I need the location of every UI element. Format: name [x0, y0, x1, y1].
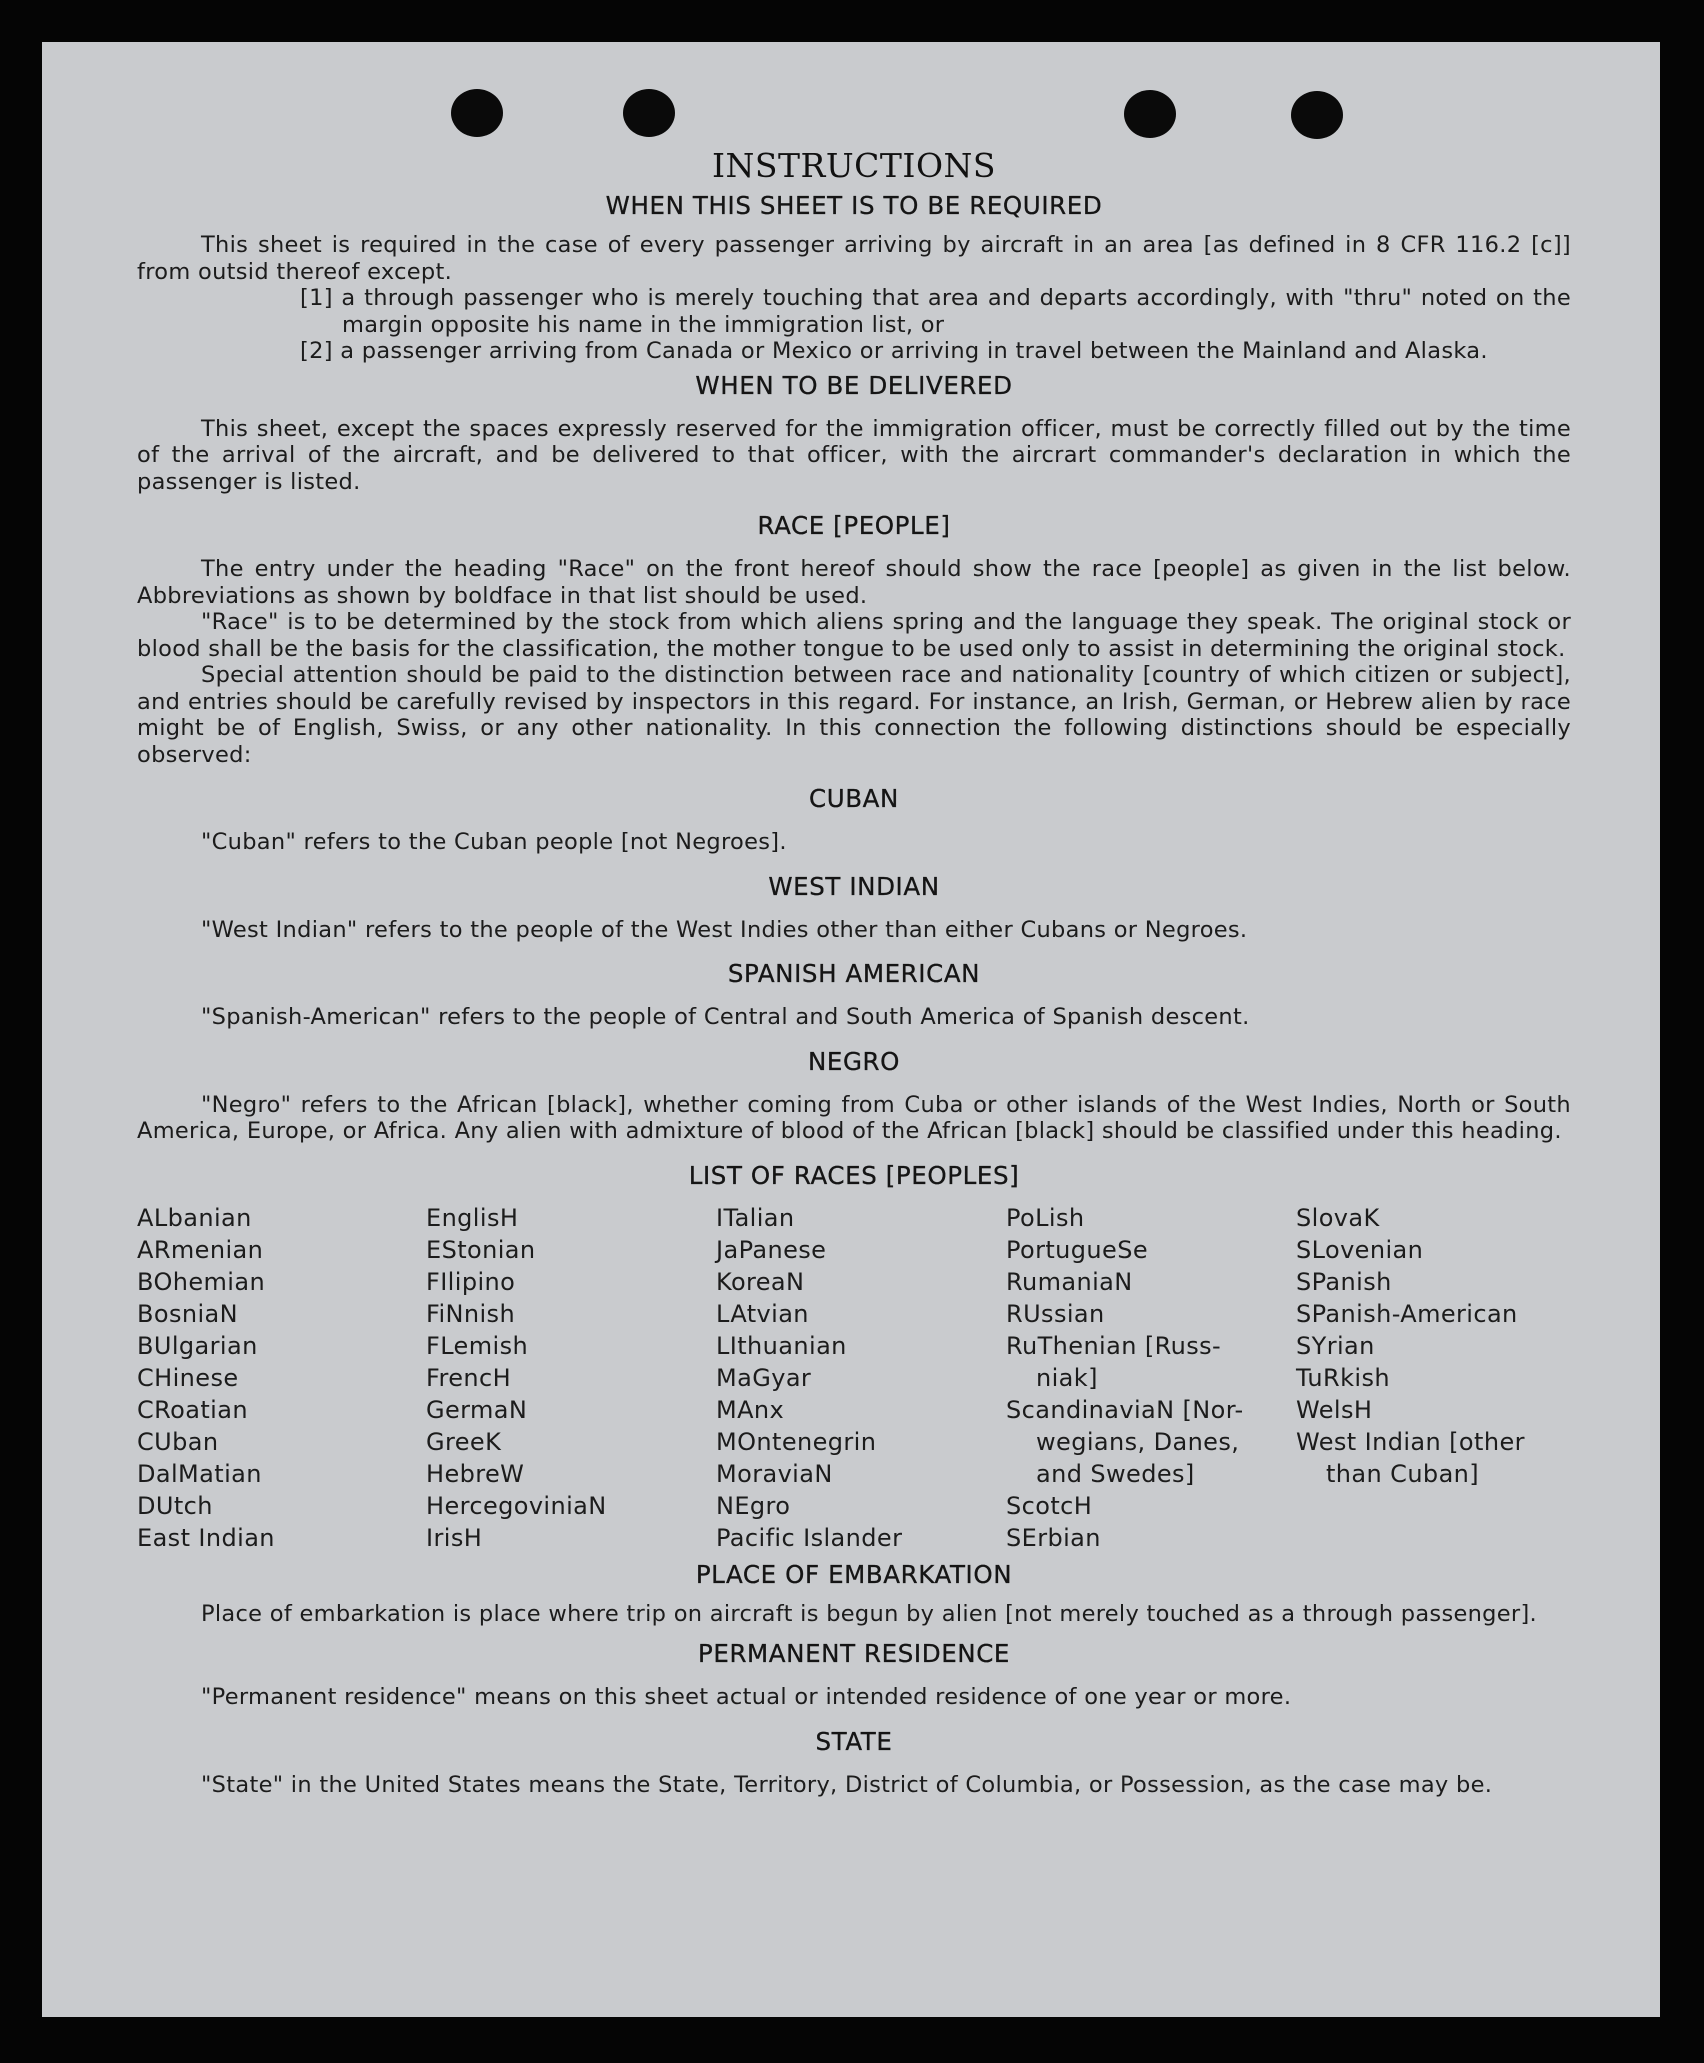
race-entry-continuation: than Cuban] [1326, 1459, 1480, 1488]
race-entry: ITalian [716, 1203, 795, 1232]
race-paragraph-2: "Race" is to be determined by the stock from which aliens spring and the language they speak. The original stock or blood shall be the basis for the classification, the mother tongue to be used only to assist in determining the original stock. [137, 609, 1571, 662]
races-column-3 [716, 1202, 1006, 1554]
races-list [137, 1202, 1571, 1554]
races-column-4 [1006, 1202, 1296, 1554]
race-entry: KoreaN [716, 1267, 805, 1296]
heading-negro: NEGRO [807, 1046, 901, 1076]
race-entry: IrisH [426, 1523, 483, 1552]
race-entry: RuThenian [Russ- [1006, 1331, 1222, 1360]
race-entry: Pacific Islander [716, 1523, 903, 1552]
spanish-american-text: "Spanish-American" refers to the people of Central and South America of Spanish descent. [201, 1004, 1250, 1030]
race-entry: SErbian [1006, 1523, 1101, 1552]
residence-text: "Permanent residence" means on this sheet actual or intended residence of one year or more. [201, 1684, 1292, 1710]
race-entry: DalMatian [137, 1459, 262, 1488]
race-entry: East Indian [137, 1523, 275, 1552]
heading-race: RACE [PEOPLE] [757, 511, 951, 540]
required-item-2: [2] a passenger arriving from Canada or Mexico or arriving in travel between the Mainland and Alaska. [300, 338, 1488, 364]
race-entry: EnglisH [426, 1203, 519, 1232]
race-entry: CHinese [137, 1363, 239, 1392]
race-entry-continuation: wegians, Danes, [1036, 1427, 1240, 1456]
race-entry: SYrian [1296, 1331, 1375, 1360]
races-column-5 [1296, 1202, 1586, 1554]
punch-hole [1124, 90, 1176, 138]
race-entry: EStonian [426, 1235, 536, 1264]
race-entry: TuRkish [1296, 1363, 1390, 1392]
document-sheet [42, 42, 1660, 2017]
west-indian-text: "West Indian" refers to the people of the West Indies other than either Cubans or Negroes. [201, 916, 1248, 943]
delivered-text: This sheet, except the spaces expressly reserved for the immigration officer, must be correctly filled out by the time of the arrival of the aircraft, and be delivered to that officer, with the aircrart commander's declaration in which the passenger is listed. [137, 415, 1571, 495]
race-entry: JaPanese [716, 1235, 827, 1264]
cuban-text: "Cuban" refers to the Cuban people [not Negroes]. [201, 829, 787, 855]
heading-when-required: WHEN THIS SHEET IS TO BE REQUIRED [605, 191, 1103, 220]
race-entry: CUban [137, 1427, 219, 1456]
punch-hole [451, 89, 503, 137]
race-entry-continuation: and Swedes] [1036, 1459, 1195, 1488]
race-entry: MaGyar [716, 1363, 812, 1392]
race-entry: WelsH [1296, 1395, 1373, 1424]
document-title: INSTRUCTIONS [711, 146, 997, 185]
heading-west-indian: WEST INDIAN [768, 871, 940, 901]
heading-permanent-residence: PERMANENT RESIDENCE [697, 1639, 1010, 1668]
race-entry: ALbanian [137, 1203, 252, 1232]
race-entry: ARmenian [137, 1235, 264, 1264]
race-entry: DUtch [137, 1491, 213, 1520]
race-entry: HercegoviniaN [426, 1491, 607, 1520]
race-entry: RumaniaN [1006, 1267, 1133, 1296]
race-entry: RUssian [1006, 1299, 1105, 1328]
race-entry-continuation: niak] [1036, 1363, 1098, 1392]
race-entry: West Indian [other [1296, 1427, 1525, 1456]
race-paragraph-1: The entry under the heading "Race" on the front hereof should show the race [people] as given in the list below. Abbreviations as shown by boldface in that list should be used. [137, 556, 1571, 609]
required-intro: This sheet is required in the case of every passenger arriving by aircraft in an area [as defined in 8 CFR 116.2 [c]] from outsid thereof except. [137, 232, 1571, 285]
race-entry: ScotcH [1006, 1491, 1093, 1520]
race-entry: BUlgarian [137, 1331, 258, 1360]
race-entry: MoraviaN [716, 1459, 833, 1488]
race-entry: MOntenegrin [716, 1427, 877, 1456]
embarkation-text: Place of embarkation is place where trip on aircraft is begun by alien [not merely touched as a through passenger]. [201, 1600, 1537, 1627]
race-entry: SPanish-American [1296, 1299, 1518, 1328]
race-entry: SlovaK [1296, 1203, 1380, 1232]
race-entry: PortugueSe [1006, 1235, 1148, 1264]
race-entry: NEgro [716, 1491, 791, 1520]
heading-state: STATE [815, 1726, 893, 1756]
required-item-1: [1] a through passenger who is merely touching that area and departs accordingly, with "thru" noted on the margin opposite his name in the immigration list, or [300, 285, 1571, 338]
negro-text: "Negro" refers to the African [black], whether coming from Cuba or other islands of the West Indies, North or South America, Europe, or Africa. Any alien with admixture of blood of the African [black] should be classified under this heading. [137, 1091, 1571, 1144]
race-entry: GreeK [426, 1427, 502, 1456]
race-paragraph-3: Special attention should be paid to the distinction between race and nationality [country of which citizen or subject], and entries should be carefully revised by inspectors in this regard. For instance, an Irish, German, or Hebrew alien by race might be of English, Swiss, or any other nationality. In this connection the following distinctions should be especially observed: [137, 662, 1571, 768]
race-entry: FrencH [426, 1363, 512, 1392]
punch-hole [1291, 91, 1343, 139]
race-entry: FiNnish [426, 1299, 516, 1328]
race-entry: MAnx [716, 1395, 785, 1424]
race-entry: FIlipino [426, 1267, 516, 1296]
race-entry: ScandinaviaN [Nor- [1006, 1395, 1244, 1424]
heading-cuban: CUBAN [809, 784, 899, 813]
races-column-2 [426, 1202, 716, 1554]
race-entry: CRoatian [137, 1395, 248, 1424]
races-column-1 [137, 1202, 426, 1554]
race-entry: HebreW [426, 1459, 525, 1488]
race-entry: PoLish [1006, 1203, 1085, 1232]
race-entry: LIthuanian [716, 1331, 847, 1360]
heading-spanish-american: SPANISH AMERICAN [727, 959, 981, 988]
race-entry: BOhemian [137, 1267, 266, 1296]
race-entry: BosniaN [137, 1299, 238, 1328]
heading-place-of-embarkation: PLACE OF EMBARKATION [695, 1559, 1013, 1589]
race-entry: GermaN [426, 1395, 528, 1424]
document-content [137, 146, 1571, 1798]
heading-list-of-races: LIST OF RACES [PEOPLES] [688, 1160, 1020, 1190]
race-entry: SLovenian [1296, 1235, 1424, 1264]
punch-hole [623, 89, 675, 137]
race-entry: FLemish [426, 1331, 529, 1360]
heading-when-delivered: WHEN TO BE DELIVERED [695, 370, 1013, 400]
race-entry: LAtvian [716, 1299, 809, 1328]
race-entry: SPanish [1296, 1267, 1392, 1296]
state-text: "State" in the United States means the State, Territory, District of Columbia, or Possession, as the case may be. [201, 1771, 1493, 1798]
